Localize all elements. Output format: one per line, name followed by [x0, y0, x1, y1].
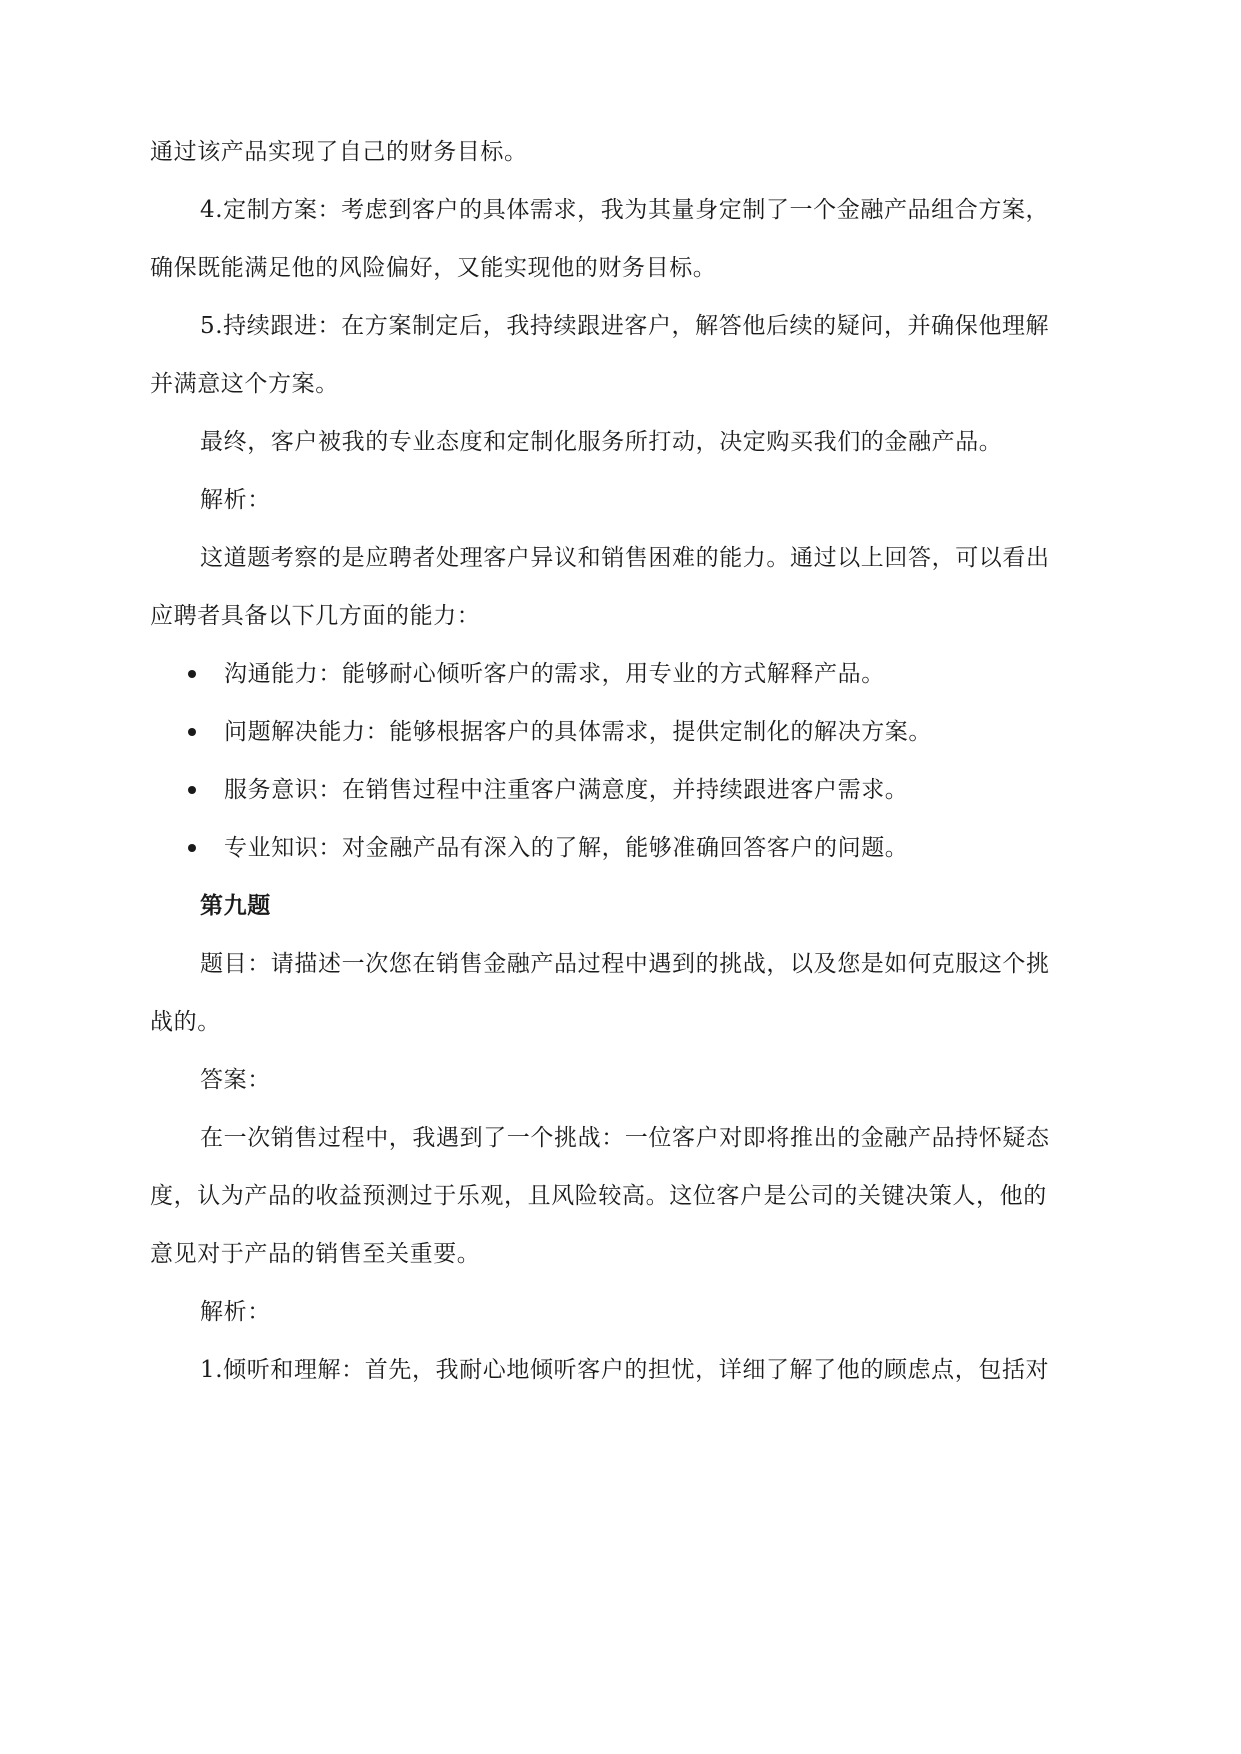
list-item: 沟通能力：能够耐心倾听客户的需求，用专业的方式解释产品。: [224, 661, 885, 687]
paragraph-line: 解析：: [200, 1299, 271, 1325]
paragraph-line: 应聘者具备以下几方面的能力：: [150, 603, 481, 629]
bullet-icon: [188, 786, 196, 794]
bullet-icon: [188, 844, 196, 852]
paragraph-line: 战的。: [150, 1009, 221, 1035]
list-item: 专业知识：对金融产品有深入的了解，能够准确回答客户的问题。: [224, 835, 909, 861]
paragraph-line: 并满意这个方案。: [150, 371, 339, 397]
list-item: 服务意识：在销售过程中注重客户满意度，并持续跟进客户需求。: [224, 777, 909, 803]
paragraph-line: 确保既能满足他的风险偏好，又能实现他的财务目标。: [150, 255, 717, 281]
paragraph-line: 通过该产品实现了自己的财务目标。: [150, 139, 528, 165]
paragraph-line: 这道题考察的是应聘者处理客户异议和销售困难的能力。通过以上回答，可以看出: [200, 545, 1050, 571]
paragraph-line: 1.倾听和理解：首先，我耐心地倾听客户的担忧，详细了解了他的顾虑点，包括对: [200, 1357, 1050, 1383]
paragraph-line: 最终，客户被我的专业态度和定制化服务所打动，决定购买我们的金融产品。: [200, 429, 1003, 455]
list-item: 问题解决能力：能够根据客户的具体需求，提供定制化的解决方案。: [224, 719, 932, 745]
paragraph-line: 题目：请描述一次您在销售金融产品过程中遇到的挑战，以及您是如何克服这个挑: [200, 951, 1050, 977]
bullet-icon: [188, 728, 196, 736]
paragraph-line: 在一次销售过程中，我遇到了一个挑战：一位客户对即将推出的金融产品持怀疑态: [200, 1125, 1050, 1151]
paragraph-line: 解析：: [200, 487, 271, 513]
bullet-icon: [188, 670, 196, 678]
paragraph-line: 答案：: [200, 1067, 271, 1093]
paragraph-line: 5.持续跟进：在方案制定后，我持续跟进客户，解答他后续的疑问，并确保他理解: [200, 313, 1050, 339]
paragraph-line: 意见对于产品的销售至关重要。: [150, 1241, 481, 1267]
paragraph-line: 4.定制方案：考虑到客户的具体需求，我为其量身定制了一个金融产品组合方案，: [200, 197, 1050, 223]
paragraph-line: 度，认为产品的收益预测过于乐观，且风险较高。这位客户是公司的关键决策人，他的: [150, 1183, 1047, 1209]
section-heading: 第九题: [200, 893, 271, 919]
